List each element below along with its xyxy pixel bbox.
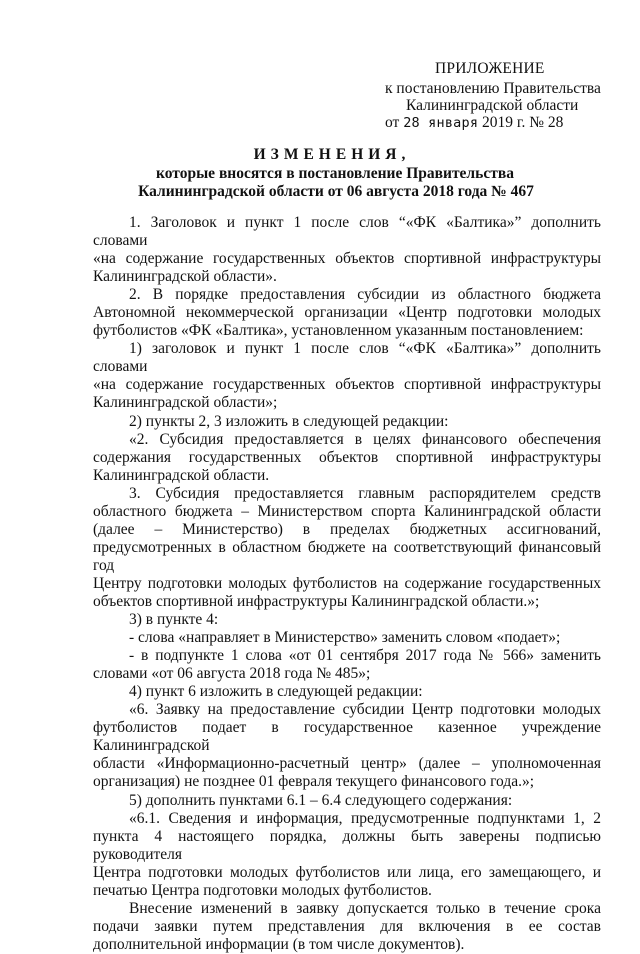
paragraph-line: 5) дополнить пунктами 6.1 – 6.4 следующего содержания:	[129, 791, 513, 809]
paragraph-line: областного бюджета – Министерством спорта Калининградской области	[93, 502, 601, 520]
paragraph-line: словами «от 06 августа 2018 года № 485»;	[93, 665, 371, 683]
paragraph-line: Автономной некоммерческой организации «Центр подготовки молодых	[93, 304, 601, 322]
paragraph-line: 2) пункты 2, 3 изложить в следующей редакции:	[129, 412, 449, 430]
paragraph-line: - слова «направляет в Министерство» заменить словом «подает»;	[129, 629, 561, 647]
paragraph-line: футболистов «ФК «Балтика», установленном указанным постановлением:	[93, 322, 584, 340]
appendix-date-value: 28 января	[403, 115, 479, 131]
paragraph-line: предусмотренных в областном бюджете на соответствующий финансовый год	[93, 538, 601, 574]
paragraph-line: Центра подготовки молодых футболистов или лица, его замещающего, и	[93, 863, 601, 881]
paragraph-line: Калининградской области»;	[93, 394, 278, 412]
paragraph-line: 3) в пункте 4:	[129, 611, 219, 629]
paragraph-line: Центру подготовки молодых футболистов на содержание государственных	[93, 574, 601, 592]
appendix-line-2: Калининградской области	[406, 97, 579, 114]
paragraph-line: Калининградской области.	[93, 466, 270, 484]
paragraph-line: печатью Центра подготовки молодых футболистов.	[93, 881, 432, 899]
paragraph-line: организация) не позднее 01 февраля текущего финансового года.»;	[93, 773, 535, 791]
paragraph-line: «на содержание государственных объектов спортивной инфраструктуры	[93, 376, 601, 394]
paragraph-line: футболистов подает в государственное казенное учреждение Калининградской	[93, 719, 601, 755]
appendix-title: ПРИЛОЖЕНИЕ	[435, 60, 545, 77]
paragraph-line: 1. Заголовок и пункт 1 после слов “«ФК «Балтика»” дополнить словами	[93, 214, 601, 250]
paragraph-line: 1) заголовок и пункт 1 после слов “«ФК «Балтика»” дополнить словами	[93, 340, 601, 376]
paragraph-line: подачи заявки путем представления для включения в ее состав	[93, 917, 601, 935]
appendix-date-line	[385, 114, 563, 132]
paragraph-line: Калининградской области».	[93, 268, 277, 286]
heading-line-2: Калининградской области от 06 августа 2018 года № 467	[138, 183, 534, 200]
paragraph-line: 4) пункт 6 изложить в следующей редакции:	[129, 683, 423, 701]
paragraph-line: 3. Субсидия предоставляется главным распорядителем средств	[129, 484, 601, 502]
paragraph-line: Внесение изменений в заявку допускается только в течение срока	[129, 899, 601, 917]
paragraph-line: «6. Заявку на предоставление субсидии Центр подготовки молодых	[129, 701, 601, 719]
heading-line-1: которые вносятся в постановление Правительства	[156, 165, 514, 182]
paragraph-line: содержания государственных объектов спортивной инфраструктуры	[93, 448, 601, 466]
paragraph-line: 2. В порядке предоставления субсидии из областного бюджета	[129, 286, 601, 304]
paragraph-line: пункта 4 настоящего порядка, должны быть заверены подписью руководителя	[93, 827, 601, 863]
paragraph-line: - в подпункте 1 слова «от 01 сентября 2017 года № 566» заменить	[129, 647, 601, 665]
paragraph-line: «на содержание государственных объектов спортивной инфраструктуры	[93, 250, 601, 268]
paragraph-line: объектов спортивной инфраструктуры Калининградской области.»;	[93, 592, 540, 610]
paragraph-line: «2. Субсидия предоставляется в целях финансового обеспечения	[129, 430, 601, 448]
appendix-line-1: к постановлению Правительства	[385, 80, 601, 97]
heading-title: ИЗМЕНЕНИЯ,	[253, 146, 411, 163]
appendix-date-prefix: от	[385, 114, 404, 131]
paragraph-line: (далее – Министерство) в пределах бюджетных ассигнований,	[93, 520, 601, 538]
paragraph-line: дополнительной информации (в том числе документов).	[93, 935, 465, 953]
paragraph-line: области «Информационно-расчетный центр» (далее – уполномоченная	[93, 755, 601, 773]
paragraph-line: «6.1. Сведения и информация, предусмотренные подпунктами 1, 2	[129, 809, 601, 827]
appendix-number: 2019 г. № 28	[478, 114, 564, 131]
document-body	[93, 214, 601, 954]
